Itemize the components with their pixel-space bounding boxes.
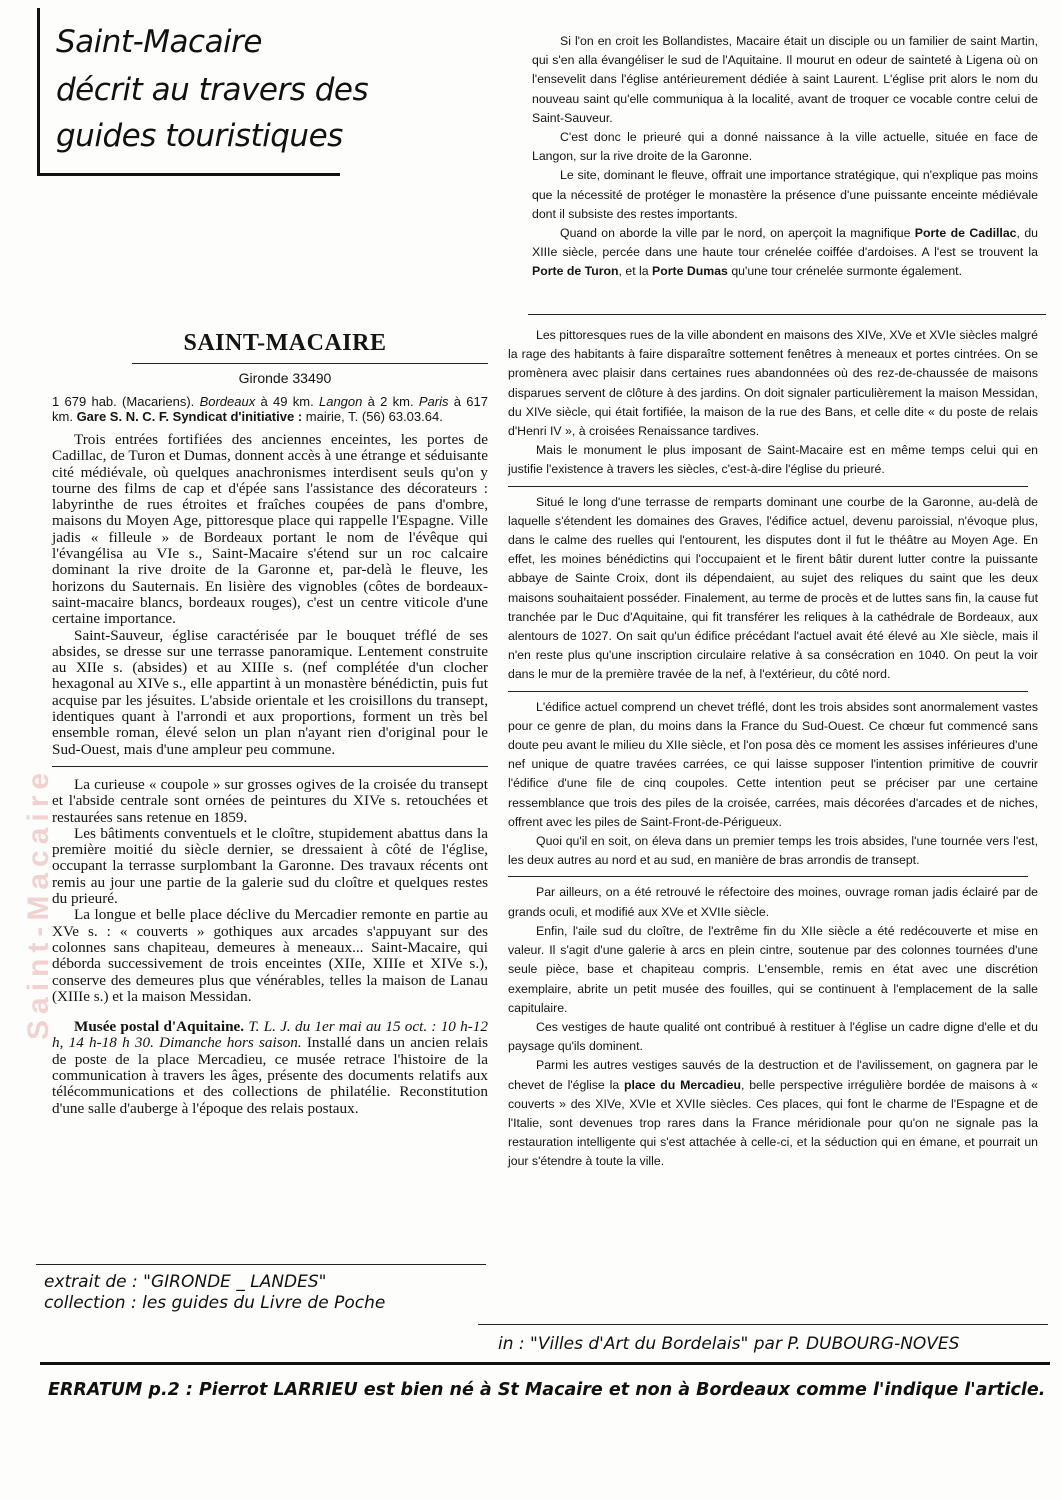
divider xyxy=(508,691,1028,692)
handwritten-title-line1: Saint-Macaire xyxy=(56,24,262,60)
title-box xyxy=(37,8,369,176)
article-paragraph: Quoi qu'il en soit, on éleva dans un premier temps les trois absides, l'une tournée vers l'est, les deux autres au nord et au sud, en manière de bras arrondis de transept. xyxy=(508,834,1038,868)
divider xyxy=(36,1264,486,1265)
article-paragraph: Le site, dominant le fleuve, offrait une importance stratégique, qui n'explique pas moins que la nécessité de protéger le monastère la présence d'une puissante enceinte médiévale dont il subsiste des restes importants. xyxy=(532,168,1038,221)
divider xyxy=(508,876,1028,877)
divider xyxy=(52,766,488,767)
handwritten-title-line3: guides touristiques xyxy=(56,118,343,154)
divider xyxy=(528,314,1046,315)
article-paragraph: Par ailleurs, on a été retrouvé le réfectoire des moines, ouvrage roman jadis éclairé par de grands oculi, et modifié aux XVe et XVIIe siècle. xyxy=(508,885,1038,919)
watermark: Saint-Macaire xyxy=(22,766,55,1040)
guide-body xyxy=(52,432,488,1117)
erratum-note: ERRATUM p.2 : Pierrot LARRIEU est bien né à St Macaire et non à Bordeaux comme l'indique l'article. xyxy=(48,1380,1046,1400)
bottom-rule xyxy=(40,1362,1050,1365)
article-paragraph: Mais le monument le plus imposant de Saint-Macaire est en même temps celui qui en justifie l'existence à travers les siècles, c'est-à-dire l'église du prieuré. xyxy=(508,443,1038,477)
article-paragraph: Si l'on en croit les Bollandistes, Macaire était un disciple ou un familier de saint Martin, qui s'en alla évangéliser le sud de l'Aquitaine. Il mourut en odeur de sainteté à Ligena où on l'ensevelit dans l'église antérieurement dédiée à saint Laurent. L'église prit alors le nom du nouveau saint qu'elle communiqua à la localité, avant de troquer ce vocable contre celui de Saint-Sauveur. xyxy=(532,34,1038,125)
article-paragraph: Ces vestiges de haute qualité ont contribué à restituer à l'église un cadre digne d'elle et du paysage qu'ils dominent. xyxy=(508,1019,1038,1054)
guide-paragraph: La longue et belle place déclive du Mercadier remonte en partie au XVe s. : « couverts » gothiques aux arcades s'appuyant sur des colonnes sans chapiteau, demeures à meneaux... Saint-Macaire, qui déborda successivement de trois enceintes (XIIe, XIIIe et XIVe s.), conserve des demeures plus que vénérables, telles la maison de Lanau (XIIIe s.) et la maison Messidan. xyxy=(52,906,488,1005)
divider xyxy=(478,1324,1048,1325)
guide-entry xyxy=(52,330,488,1117)
article-paragraph: Les pittoresques rues de la ville abondent en maisons des XIVe, XVe et XVIe siècles malgré la rage des habitants à faire disparaître sottement fenêtres à meneaux et portes cintrées. On se promènera avec plaisir dans certaines rues abandonnées où des rez-de-chaussée de maisons disparues servent de clôture à des jardins. On doit signaler particulièrement la maison Messidan, du XIVe siècle, qui était fortifiée, la maison de la rue des Bans, et celle dite « du poste de relais d'Henri IV », à croisées Renaissance tardives. xyxy=(508,328,1038,439)
article-paragraph: L'édifice actuel comprend un chevet tréflé, dont les trois absides sont anormalement vastes pour ce genre de plan, du moins dans la France du Sud-Ouest. Ce chœur fut commencé sans doute peu avant le milieu du XIIe siècle, et l'on posa dès ce moment les assises inférieures d'une nef unique de quatre travées carrées, ce qui laisse supposer l'intention primitive de couvrir l'édifice d'une file de cinq coupoles. Cette intention peut se préciser par une certaine ressemblance que trois des piles de la croisée, carrées, mais décorées d'arcades et de niches, offrent avec les piles de Saint-Front-de-Périgueux. xyxy=(508,699,1038,829)
guide-paragraph: Les bâtiments conventuels et le cloître, stupidement abattus dans la première moitié du siècle dernier, se dressaient à côté de l'église, occupant la terrasse surplombant la Garonne. Des travaux récents ont remis au jour une partie de la galerie sud du cloître et quelques restes du prieuré. xyxy=(52,824,488,908)
article-paragraph: C'est donc le prieuré qui a donné naissance à la ville actuelle, située en face de Langon, sur la rive droite de la Garonne. xyxy=(532,130,1038,164)
article-paragraph: Enfin, l'aile sud du cloître, de l'extrême fin du XIIe siècle a été redécouverte et mise en valeur. Il s'agit d'une galerie à arcs en plein cintre, soutenue par des colonnes tournées d'une seule pièce, base et chapiteau compris. L'ensemble, remis en état avec une discrétion exemplaire, abrite un petit musée des fouilles, qui se continuent à l'emplacement de la salle capitulaire. xyxy=(508,923,1038,1015)
guide-paragraph: Saint-Sauveur, église caractérisée par le bouquet tréflé de ses absides, se dresse sur une terrasse panoramique. Lentement construite au XIIe s. (absides) et au XIIIe s. (nef complétée d'un clocher hexagonal au XIVe s., elle appartint à un monastère bénédictin, puis fut acquise par les jésuites. L'abside orientale et les croisillons du transept, identiques quant à l'arrondi et aux proportions, forment un très bel ensemble roman, élevé selon un plan n'ayant rien d'original pour le Sud-Ouest, mais d'une ampleur peu commune. xyxy=(52,626,488,758)
guide-paragraph: Trois entrées fortifiées des anciennes enceintes, les portes de Cadillac, de Turon et Dumas, donnent accès à une étrange et séduisante cité médiévale, où quelques anachronismes interdisent seuls qu'on y tourne des films de cap et d'épée sans l'assistance des décorateurs : labyrinthe de rues étroites et fraîches coupées de pans d'ombre, maisons du Moyen Age, pittoresque place qui rappelle l'Espagne. Ville jadis « filleule » de Bordeaux portant le nom de l'évêque qui l'évangélisa au VIe s., Saint-Macaire s'étend sur un roc calcaire dominant la rive droite de la Garonne et, par-delà le fleuve, les horizons du Sauternais. En lisière des vignobles (côtes de bordeaux-saint-macaire blancs, bordeaux rouges), c'est un centre viticole d'une certaine importance. xyxy=(52,431,488,628)
handwritten-title-line2: décrit au travers des xyxy=(56,72,369,108)
guide-paragraph: La curieuse « coupole » sur grosses ogives de la croisée du transept et l'abside centrale sont ornées de peintures du XIVe s. retouchées et restaurées sans retenue en 1859. xyxy=(52,775,488,826)
article-paragraph: Quand on aborde la ville par le nord, on aperçoit la magnifique Porte de Cadillac, du XIIIe siècle, percée dans une haute tour crénelée coiffée d'ardoises. A l'est se trouvent la Porte de Turon, et la Porte Dumas qu'une tour crénelée surmonte également. xyxy=(532,226,1038,279)
guide-heading: SAINT-MACAIRE xyxy=(183,330,387,356)
article-paragraph: Parmi les autres vestiges sauvés de la destruction et de l'avilissement, on gagnera par le chevet de l'église la place du Mercadieu, belle perspective irrégulière bordée de maisons à « couverts » des XIVe, XVIe et XVIIe siècles. Ces places, qui font le charme de l'Espagne et de l'Italie, sont devenues trop rares dans la France méridionale pour qu'on ne signale pas la restauration intelligente qui s'est attachée à celle-ci, et la séduction qui en émane, et pourrait un jour s'étendre à toute la ville. xyxy=(508,1058,1038,1169)
article-right-top xyxy=(532,32,1038,282)
article-paragraph: Situé le long d'une terrasse de remparts dominant une courbe de la Garonne, au-delà de laquelle s'étendent les domaines des Graves, l'édifice actuel, devenu paroissial, n'évoque plus, dans le calme des ruelles qui l'entourent, les disputes dont il fut le théâtre au Moyen Age. En effet, les moines bénédictins qui l'occupaient et le firent bâtir durent lutter contre la puissante abbaye de Sainte Croix, dont ils dépendaient, au sujet des reliques du saint que les deux maisons souhaitaient posséder. Finalement, au terme de procès et de luttes sans fin, la cause fut tranchée par le Duc d'Aquitaine, qui fit transférer les reliques à la cathédrale de Bordeaux, aux alentours de 1027. On sait qu'un édifice précédant l'actuel avait été élevé au XIe siècle, mais il n'en reste plus qu'une inscription circulaire relative à sa consécration en 1040. On peut la voir dans le mur de la première travée de la nef, à l'extérieur, du côté nord. xyxy=(508,494,1038,682)
guide-subheading: Gironde 33490 xyxy=(238,370,332,386)
divider xyxy=(508,486,1028,487)
handwritten-source-left: extrait de : "GIRONDE _ LANDES" collection : les guides du Livre de Poche xyxy=(44,1272,386,1313)
guide-info: 1 679 hab. (Macariens). Bordeaux à 49 km. Langon à 2 km. Paris à 617 km. Gare S. N. C. F. Syndicat d'initiative : mairie, T. (56) 63.03.64. xyxy=(52,394,488,424)
museum-paragraph: Musée postal d'Aquitaine. T. L. J. du 1er mai au 15 oct. : 10 h-12 h, 14 h-18 h 30. Dimanche hors saison. Installé dans un ancien relais de poste de la place Mercadieu, ce musée retrace l'histoire de la communication à travers les âges, présente des documents relatifs aux télécommunications et des collections de philatélie. Reconstitution d'une salle d'auberge à l'époque des relais postaux. xyxy=(52,1018,488,1117)
heading-rule xyxy=(132,363,488,364)
handwritten-source-right: in : "Villes d'Art du Bordelais" par P. DUBOURG-NOVES xyxy=(498,1334,960,1354)
article-right-main xyxy=(508,326,1038,1172)
